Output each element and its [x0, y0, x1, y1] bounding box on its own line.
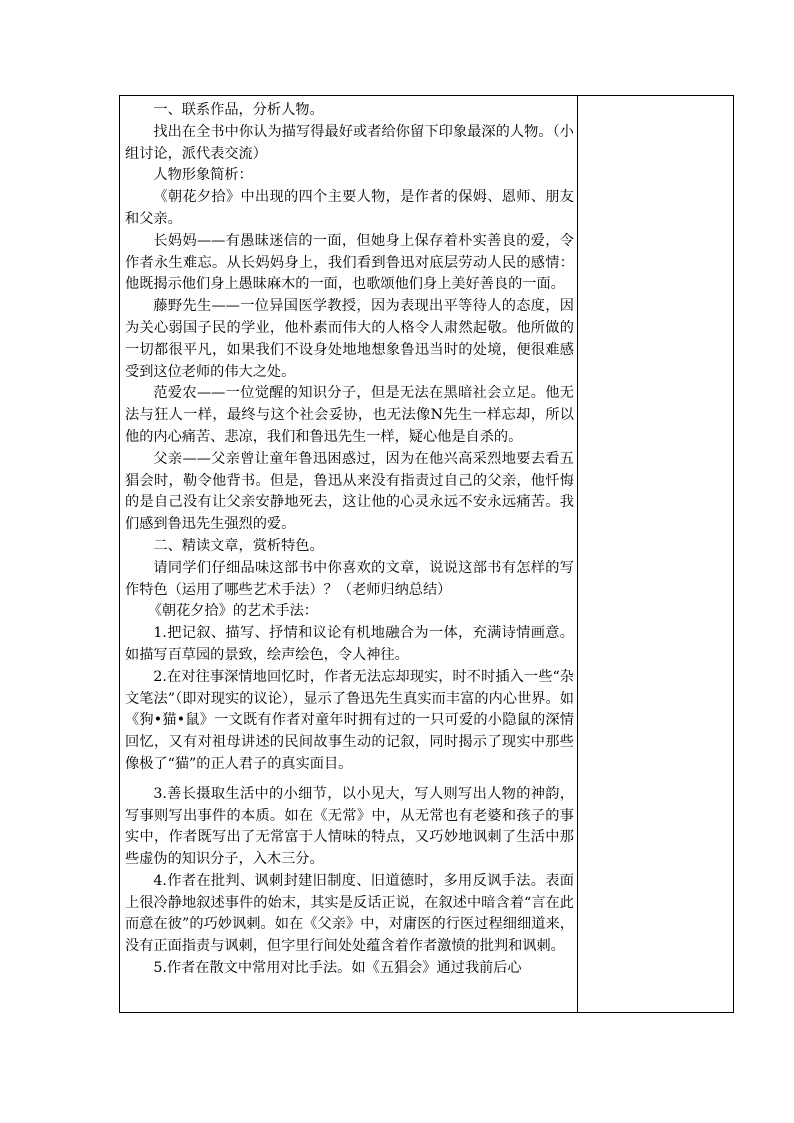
character-chang-mama: 长妈妈——有愚昧迷信的一面，但她身上保存着朴实善良的爱，令作者永生难忘。从长妈妈身上，我们看到鲁迅对底层劳动人民的感情：他既揭示他们身上愚昧麻木的一面，也歌颂他们身上美好善良的一面。	[125, 232, 574, 293]
section-heading-1: 一、联系作品，分析人物。	[153, 102, 324, 118]
technique-1: 1.把记叙、描写、抒情和议论有机地融合为一体，充满诗情画意。如描写百草园的景致，绘声绘色，令人神往。	[125, 625, 574, 663]
techniques-heading: 《朝花夕拾》的艺术手法：	[147, 603, 318, 620]
technique-2: 2.在对往事深情地回忆时，作者无法忘却现实，时不时插入一些“杂文笔法”（即对现实的议论），显示了鲁迅先生真实而丰富的内心世界。如《狗•猫•鼠》一文既有作者对童年时拥有过的一只可爱的小隐鼠的深情回忆，又有对祖母讲述的民间故事生动的记叙，同时揭示了现实中那些像极了“猫”的正人君子的真实面目。	[125, 668, 574, 772]
notes-cell	[578, 96, 733, 1012]
lesson-content-cell	[120, 96, 577, 1012]
technique-3: 3.善长摄取生活中的小细节，以小见大，写人则写出人物的神韵，写事则写出事件的本质。如在《无常》中，从无常也有老婆和孩子的事实中，作者既写出了无常富于人情味的特点，又巧妙地讽刺了生活中那些虚伪的知识分子，入木三分。	[125, 785, 574, 868]
task-paragraph-1: 找出在全书中你认为描写得最好或者给你留下印象最深的人物。（小组讨论，派代表交流）	[125, 123, 574, 162]
character-fujino: 藤野先生——一位异国医学教授，因为表现出平等待人的态度，因为关心弱国子民的学业，他朴素而伟大的人格令人肃然起敬。他所做的一切都很平凡，如果我们不设身处地地想象鲁迅当时的处境，便很难感受到这位老师的伟大之处。	[125, 298, 574, 380]
lesson-table	[119, 95, 734, 1013]
analysis-heading: 人物形象简析：	[153, 167, 253, 184]
section-heading-2: 二、精读文章，赏析特色。	[153, 537, 324, 554]
characters-intro-paragraph: 《朝花夕拾》中出现的四个主要人物，是作者的保姆、恩师、朋友和父亲。	[125, 189, 574, 227]
character-father: 父亲——父亲曾让童年鲁迅困惑过，因为在他兴高采烈地要去看五猖会时，勒令他背书。但是，鲁迅从来没有指责过自己的父亲，他忏悔的是自己没有让父亲安静地死去，这让他的心灵永远不安永远痛苦。我们感到鲁迅先生强烈的爱。	[125, 450, 574, 533]
technique-4: 4.作者在批判、讽刺封建旧制度、旧道德时，多用反讽手法。表面上很冷静地叙述事件的始末，其实是反话正说，在叙述中暗含着“言在此而意在彼”的巧妙讽刺。如在《父亲》中，对庸医的行医过程细细道来，没有正面指责与讽刺，但字里行间处处蕴含着作者激愤的批判和讽刺。	[125, 872, 574, 955]
task-paragraph-2: 请同学们仔细品味这部书中你喜欢的文章，说说这部书有怎样的写作特色（运用了哪些艺术手法）？（老师归纳总结）	[125, 559, 574, 598]
character-fan-ainong: 范爱农——一位觉醒的知识分子，但是无法在黑暗社会立足。他无法与狂人一样，最终与这个社会妥协，也无法像N先生一样忘却，所以他的内心痛苦、悲凉，我们和鲁迅先生一样，疑心他是自杀的。	[125, 385, 574, 445]
technique-5: 5.作者在散文中常用对比手法。如《五猖会》通过我前后心	[153, 960, 522, 977]
